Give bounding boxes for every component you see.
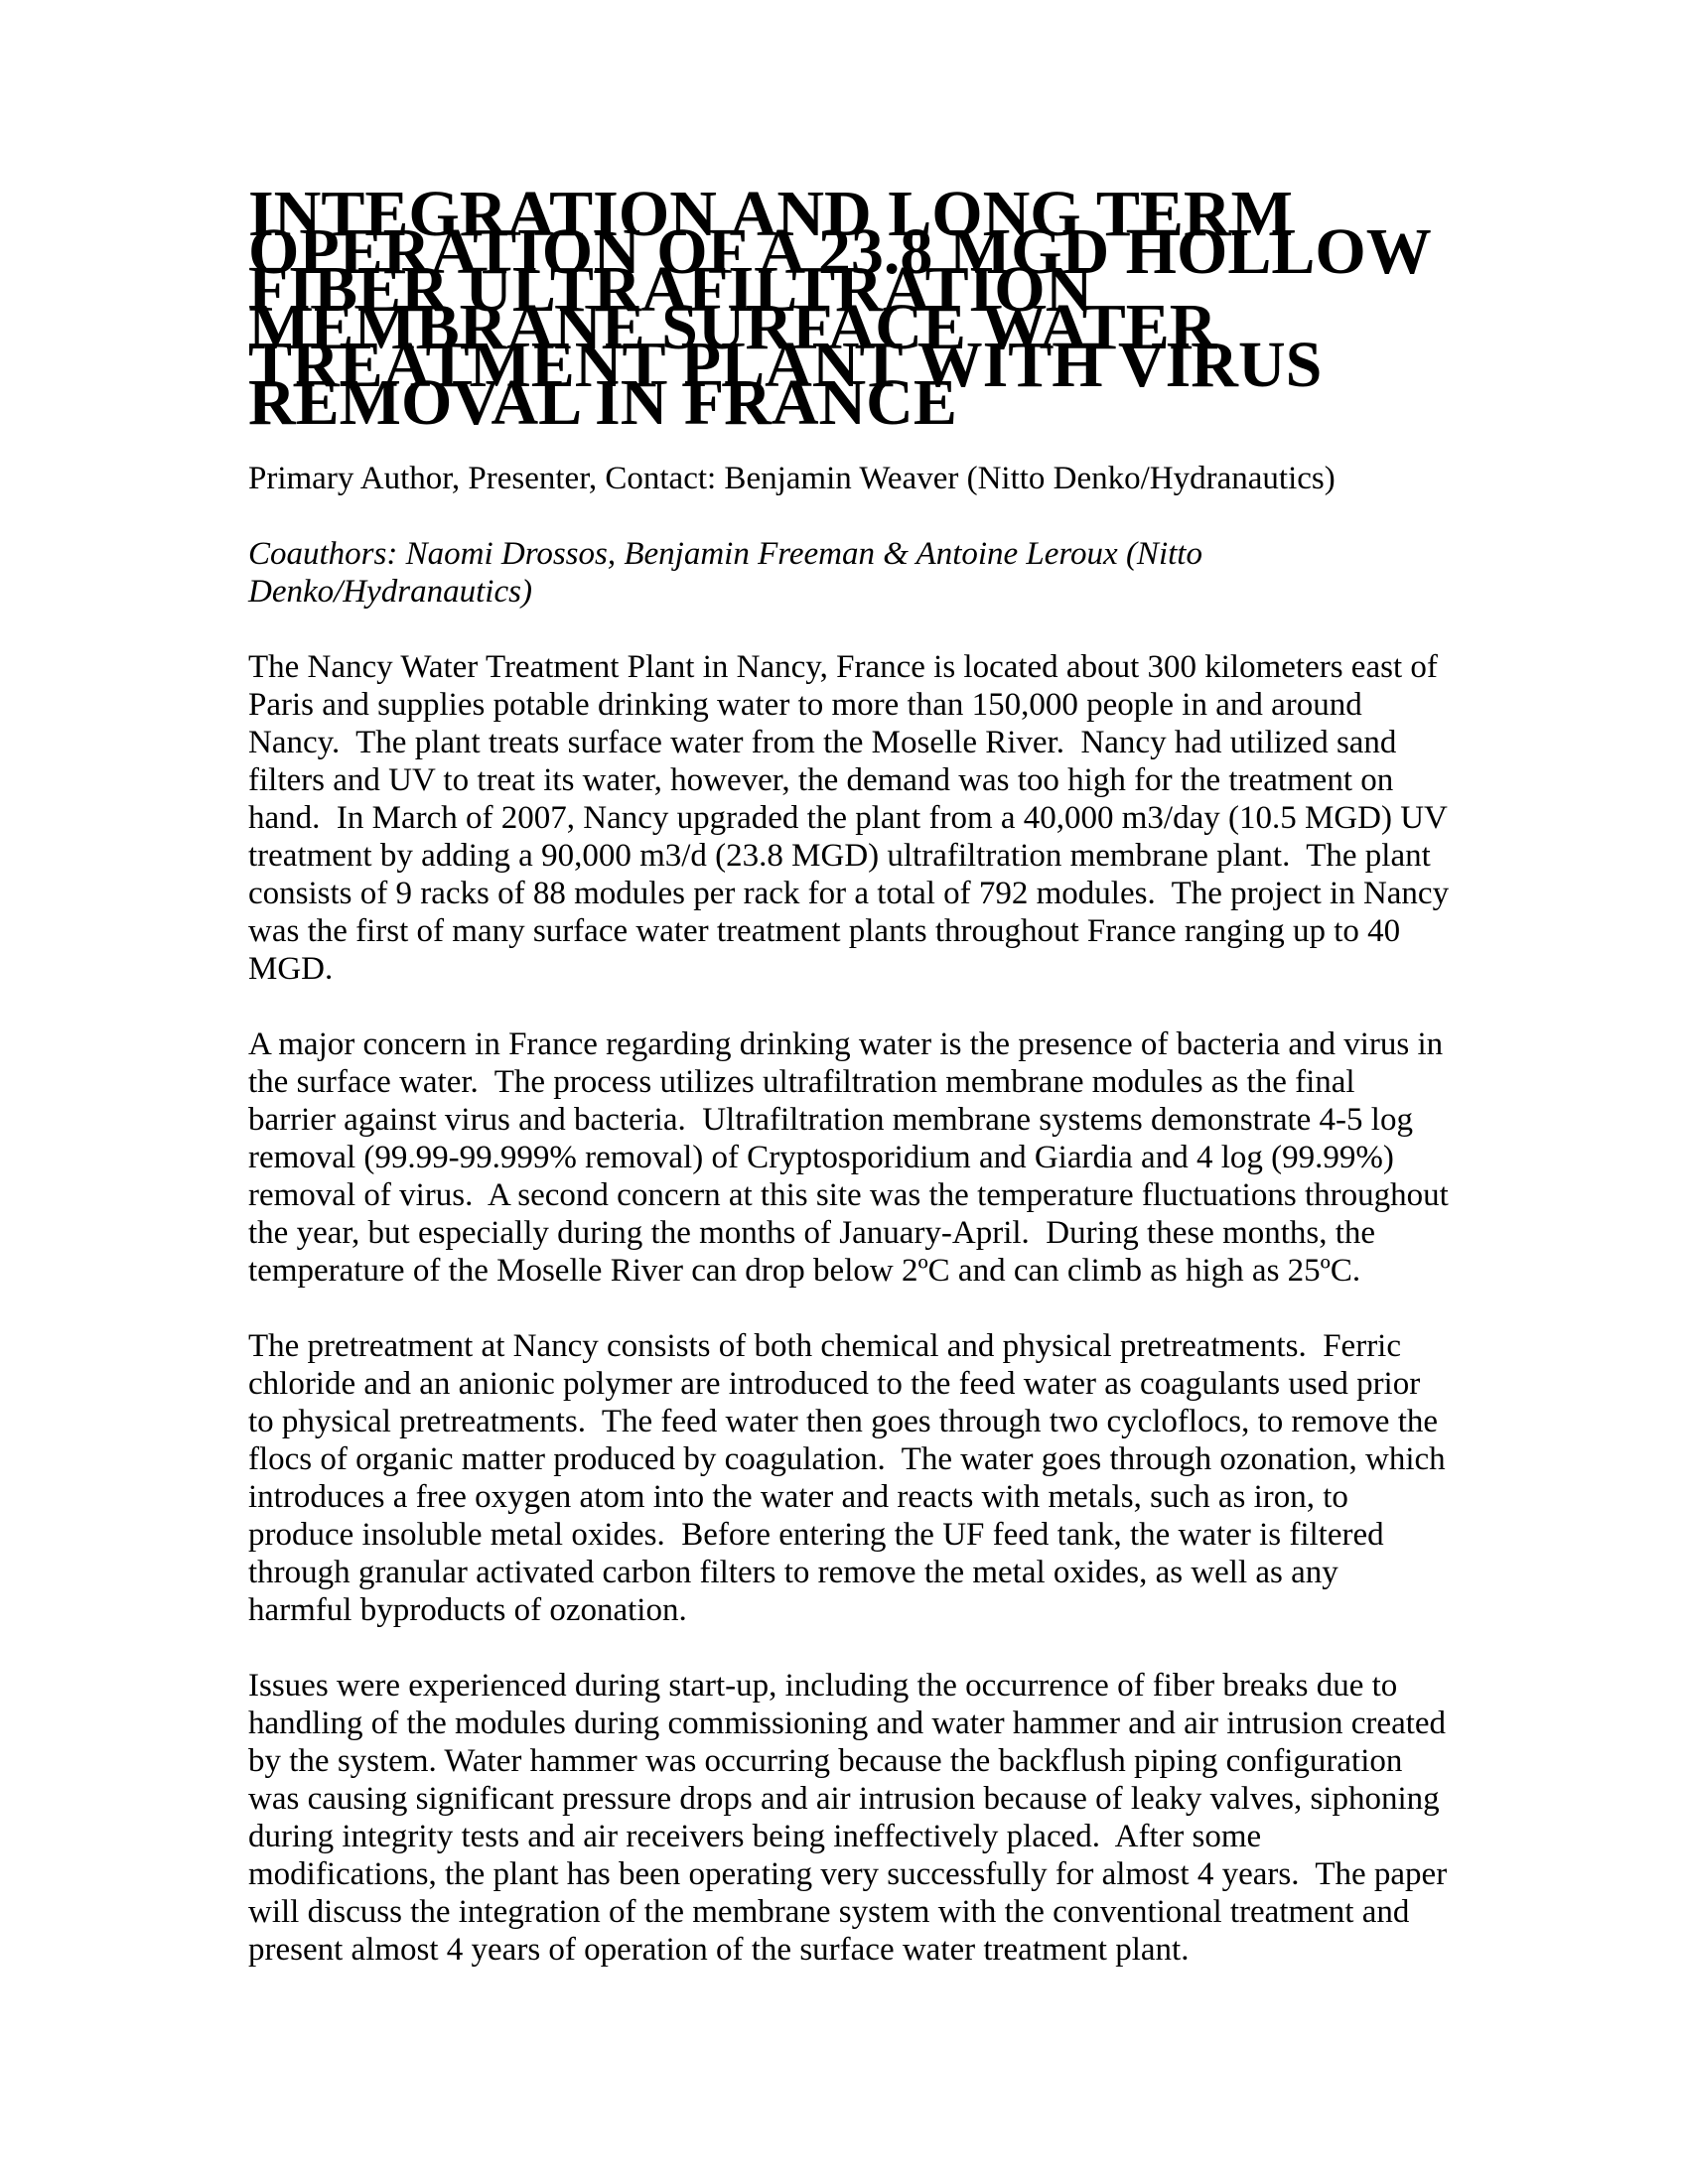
- document-title: INTEGRATION AND LONG TERM OPERATION OF A 23.8 MGD HOLLOW FIBER ULTRAFILTRATION MEMBRANE SURFACE WATER TREATMENT PLANT WITH VIRUS REMOVAL IN FRANCE: [248, 178, 1448, 439]
- abstract-paragraph-2: A major concern in France regarding drinking water is the presence of bacteria and virus in the surface water. The process utilizes ultrafiltration membrane modules as the final barrier against virus and bacteria. Ultrafiltration membrane systems demonstrate 4-5 log removal (99.99-99.999% removal) of Cryptosporidium and Giardia and 4 log (99.99%) removal of virus. A second concern at this site was the temperature fluctuations throughout the year, but especially during the months of January-April. During these months, the temperature of the Moselle River can drop below 2ºC and can climb as high as 25ºC.: [248, 1026, 1458, 1289]
- abstract-paragraph-3: The pretreatment at Nancy consists of both chemical and physical pretreatments. Ferric chloride and an anionic polymer are introduced to the feed water as coagulants used prior to physical pretreatments. The feed water then goes through two cycloflocs, to remove the flocs of organic matter produced by coagulation. The water goes through ozonation, which introduces a free oxygen atom into the water and reacts with metals, such as iron, to produce insoluble metal oxides. Before entering the UF feed tank, the water is filtered through granular activated carbon filters to remove the metal oxides, as well as any harmful byproducts of ozonation.: [248, 1328, 1454, 1628]
- abstract-paragraph-1: The Nancy Water Treatment Plant in Nancy, France is located about 300 kilometers east of Paris and supplies potable drinking water to more than 150,000 people in and around Nancy. The plant treats surface water from the Moselle River. Nancy had utilized sand filters and UV to treat its water, however, the demand was too high for the treatment on hand. In March of 2007, Nancy upgraded the plant from a 40,000 m3/day (10.5 MGD) UV treatment by adding a 90,000 m3/d (23.8 MGD) ultrafiltration membrane plant. The plant consists of 9 racks of 88 modules per rack for a total of 792 modules. The project in Nancy was the first of many surface water treatment plants throughout France ranging up to 40 MGD.: [248, 649, 1458, 987]
- abstract-paragraph-4: Issues were experienced during start-up, including the occurrence of fiber breaks due to handling of the modules during commissioning and water hammer and air intrusion created by the system. Water hammer was occurring because the backflush piping configuration was causing significant pressure drops and air intrusion because of leaky valves, siphoning during integrity tests and air receivers being ineffectively placed. After some modifications, the plant has been operating very successfully for almost 4 years. The paper will discuss the integration of the membrane system with the conventional treatment and present almost 4 years of operation of the surface water treatment plant.: [248, 1668, 1456, 1968]
- primary-author-line: Primary Author, Presenter, Contact: Benjamin Weaver (Nitto Denko/Hydranautics): [248, 461, 1336, 496]
- coauthors-line: Coauthors: Naomi Drossos, Benjamin Freeman & Antoine Leroux (Nitto Denko/Hydranautics): [248, 536, 1211, 610]
